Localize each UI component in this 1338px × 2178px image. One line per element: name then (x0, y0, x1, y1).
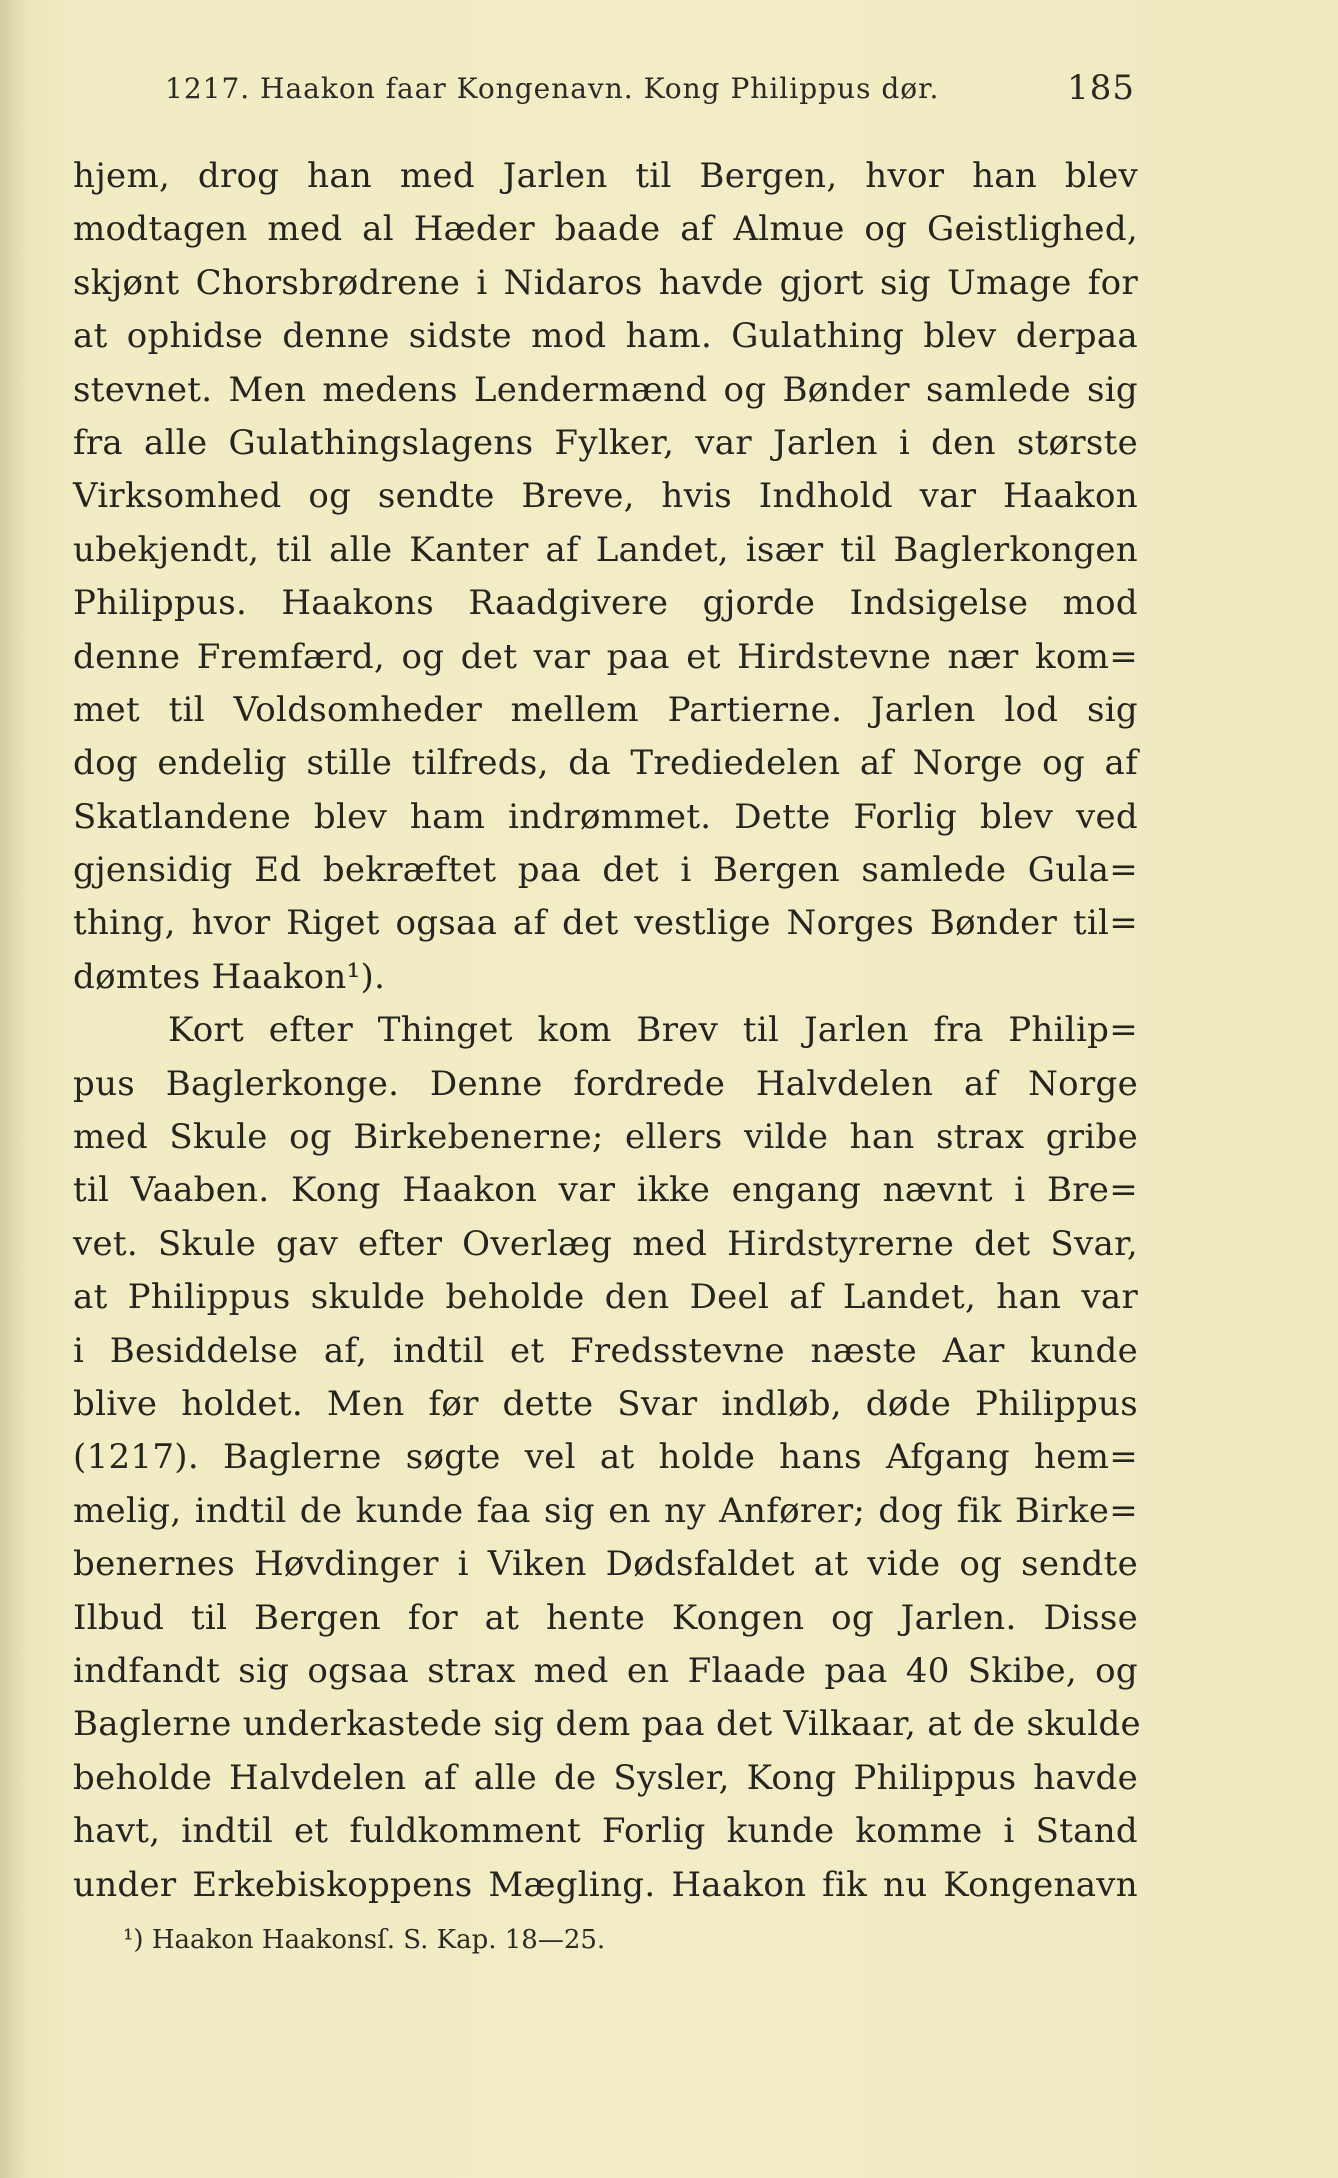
text-line: med Skule og Birkebenerne; ellers vilde han strax gribe (73, 1117, 1138, 1158)
text-line: dog endelig stille tilfreds, da Trediedelen af Norge og af (73, 743, 1138, 784)
text-line: at ophidse denne sidste mod ham. Gulathing blev derpaa (73, 316, 1138, 357)
text-line-paragraph-start: Kort efter Thinget kom Brev til Jarlen fra Philip= (168, 1010, 1138, 1051)
text-line: denne Fremfærd, og det var paa et Hirdstevne nær kom= (73, 636, 1138, 677)
running-title: 1217. Haakon faar Kongenavn. Kong Philippus dør. (165, 72, 940, 105)
text-line: Ilbud til Bergen for at hente Kongen og Jarlen. Disse (73, 1597, 1138, 1638)
text-line: til Vaaben. Kong Haakon var ikke engang nævnt i Bre= (73, 1170, 1138, 1211)
running-header (165, 68, 1165, 122)
text-line: ubekjendt, til alle Kanter af Landet, især til Baglerkongen (73, 529, 1138, 570)
text-line: Baglerne underkastede sig dem paa det Vilkaar, at de skulde (73, 1704, 1141, 1745)
text-line: Philippus. Haakons Raadgivere gjorde Indsigelse mod (73, 583, 1138, 624)
text-line: i Besiddelse af, indtil et Fredsstevne næste Aar kunde (73, 1330, 1138, 1371)
text-line: gjensidig Ed bekræftet paa det i Bergen samlede Gula= (73, 850, 1138, 891)
text-line: indfandt sig ogsaa strax med en Flaade paa 40 Skibe, og (73, 1650, 1138, 1691)
text-line: met til Voldsomheder mellem Partierne. Jarlen lod sig (73, 689, 1138, 730)
text-line: melig, indtil de kunde faa sig en ny Anfører; dog fik Birke= (73, 1490, 1138, 1531)
text-line: beholde Halvdelen af alle de Sysler, Kong Philippus havde (73, 1757, 1138, 1798)
page-edge-shadow (0, 0, 28, 2178)
text-line: (1217). Baglerne søgte vel at holde hans Afgang hem= (73, 1437, 1138, 1478)
text-line: blive holdet. Men før dette Svar indløb, døde Philippus (73, 1383, 1138, 1424)
text-line: vet. Skule gav efter Overlæg med Hirdstyrerne det Svar, (73, 1223, 1138, 1264)
text-line: under Erkebiskoppens Mægling. Haakon fik nu Kongenavn (73, 1864, 1138, 1905)
text-line: stevnet. Men medens Lendermænd og Bønder samlede sig (73, 369, 1138, 410)
page-number: 185 (1067, 68, 1135, 108)
text-line: fra alle Gulathingslagens Fylker, var Jarlen i den største (73, 422, 1138, 463)
text-line: havt, indtil et fuldkomment Forlig kunde komme i Stand (73, 1811, 1138, 1852)
footnote: ¹) Haakon Haakonsſ. S. Kap. 18—25. (123, 1925, 606, 1955)
text-line: hjem, drog han med Jarlen til Bergen, hvor han blev (73, 156, 1138, 196)
text-line: modtagen med al Hæder baade af Almue og Geistlighed, (73, 209, 1138, 250)
text-line: Virksomhed og sendte Breve, hvis Indhold var Haakon (73, 476, 1138, 517)
text-line: thing, hvor Riget ogsaa af det vestlige Norges Bønder til= (73, 903, 1138, 944)
body-text (73, 150, 1141, 1912)
text-line: skjønt Chorsbrødrene i Nidaros havde gjort sig Umage for (73, 262, 1138, 303)
text-line: benernes Høvdinger i Viken Dødsfaldet at vide og sendte (73, 1544, 1138, 1585)
text-line: Skatlandene blev ham indrømmet. Dette Forlig blev ved (73, 796, 1138, 837)
text-line: pus Baglerkonge. Denne fordrede Halvdelen af Norge (73, 1063, 1138, 1104)
text-line: at Philippus skulde beholde den Deel af Landet, han var (73, 1277, 1138, 1318)
text-line: dømtes Haakon¹). (73, 956, 386, 997)
